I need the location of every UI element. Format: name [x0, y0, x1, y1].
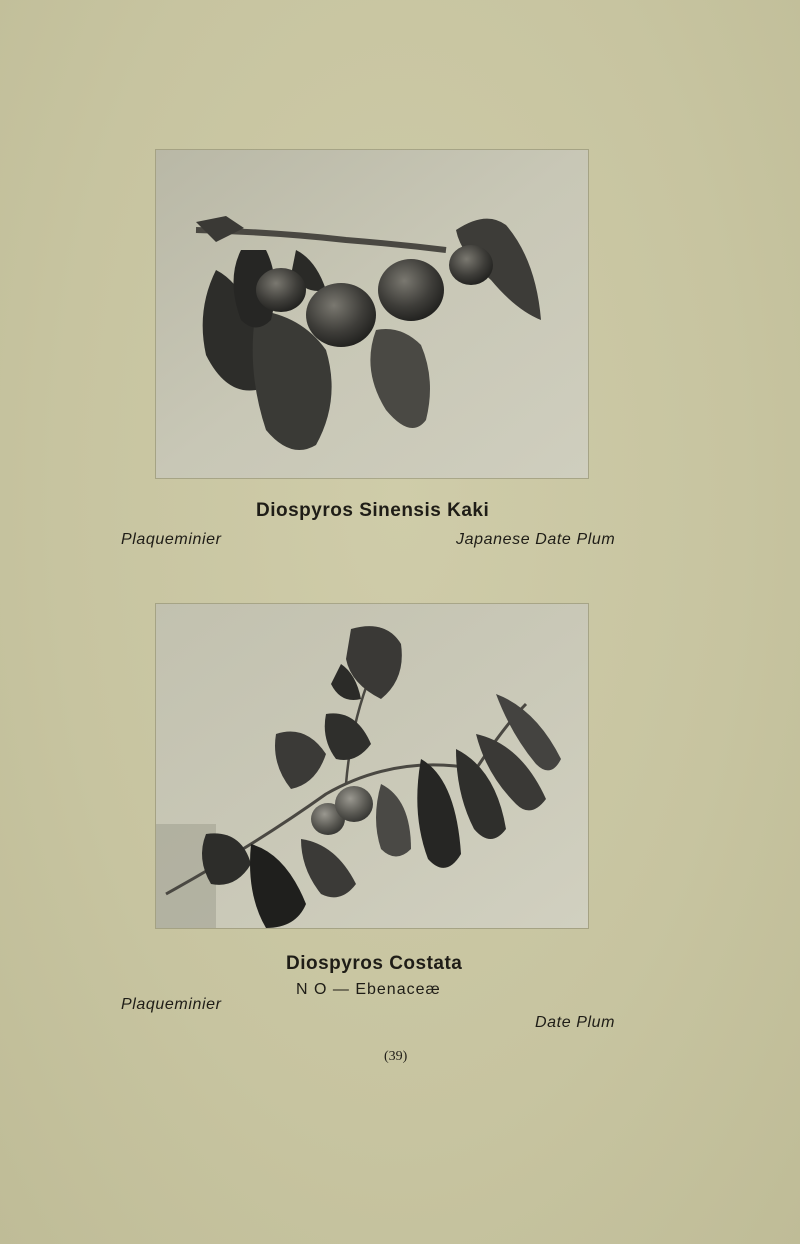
- photo-diospyros-sinensis-kaki-image: [156, 150, 588, 478]
- photo-diospyros-costata-image: [156, 604, 588, 928]
- plate-1-title: Diospyros Sinensis Kaki: [256, 500, 490, 521]
- plate-2-natural-order: N O — Ebenaceæ: [296, 981, 441, 998]
- plate-1-english-name: Japanese Date Plum: [456, 531, 616, 548]
- plate-2-french-name: Plaqueminier: [121, 996, 222, 1013]
- page-number: (39): [384, 1049, 408, 1064]
- photo-diospyros-costata: [156, 604, 588, 928]
- plate-2-title: Diospyros Costata: [286, 953, 463, 974]
- photo-diospyros-sinensis-kaki: [156, 150, 588, 478]
- plate-2-english-name: Date Plum: [535, 1014, 616, 1031]
- plate-1-french-name: Plaqueminier: [121, 531, 222, 548]
